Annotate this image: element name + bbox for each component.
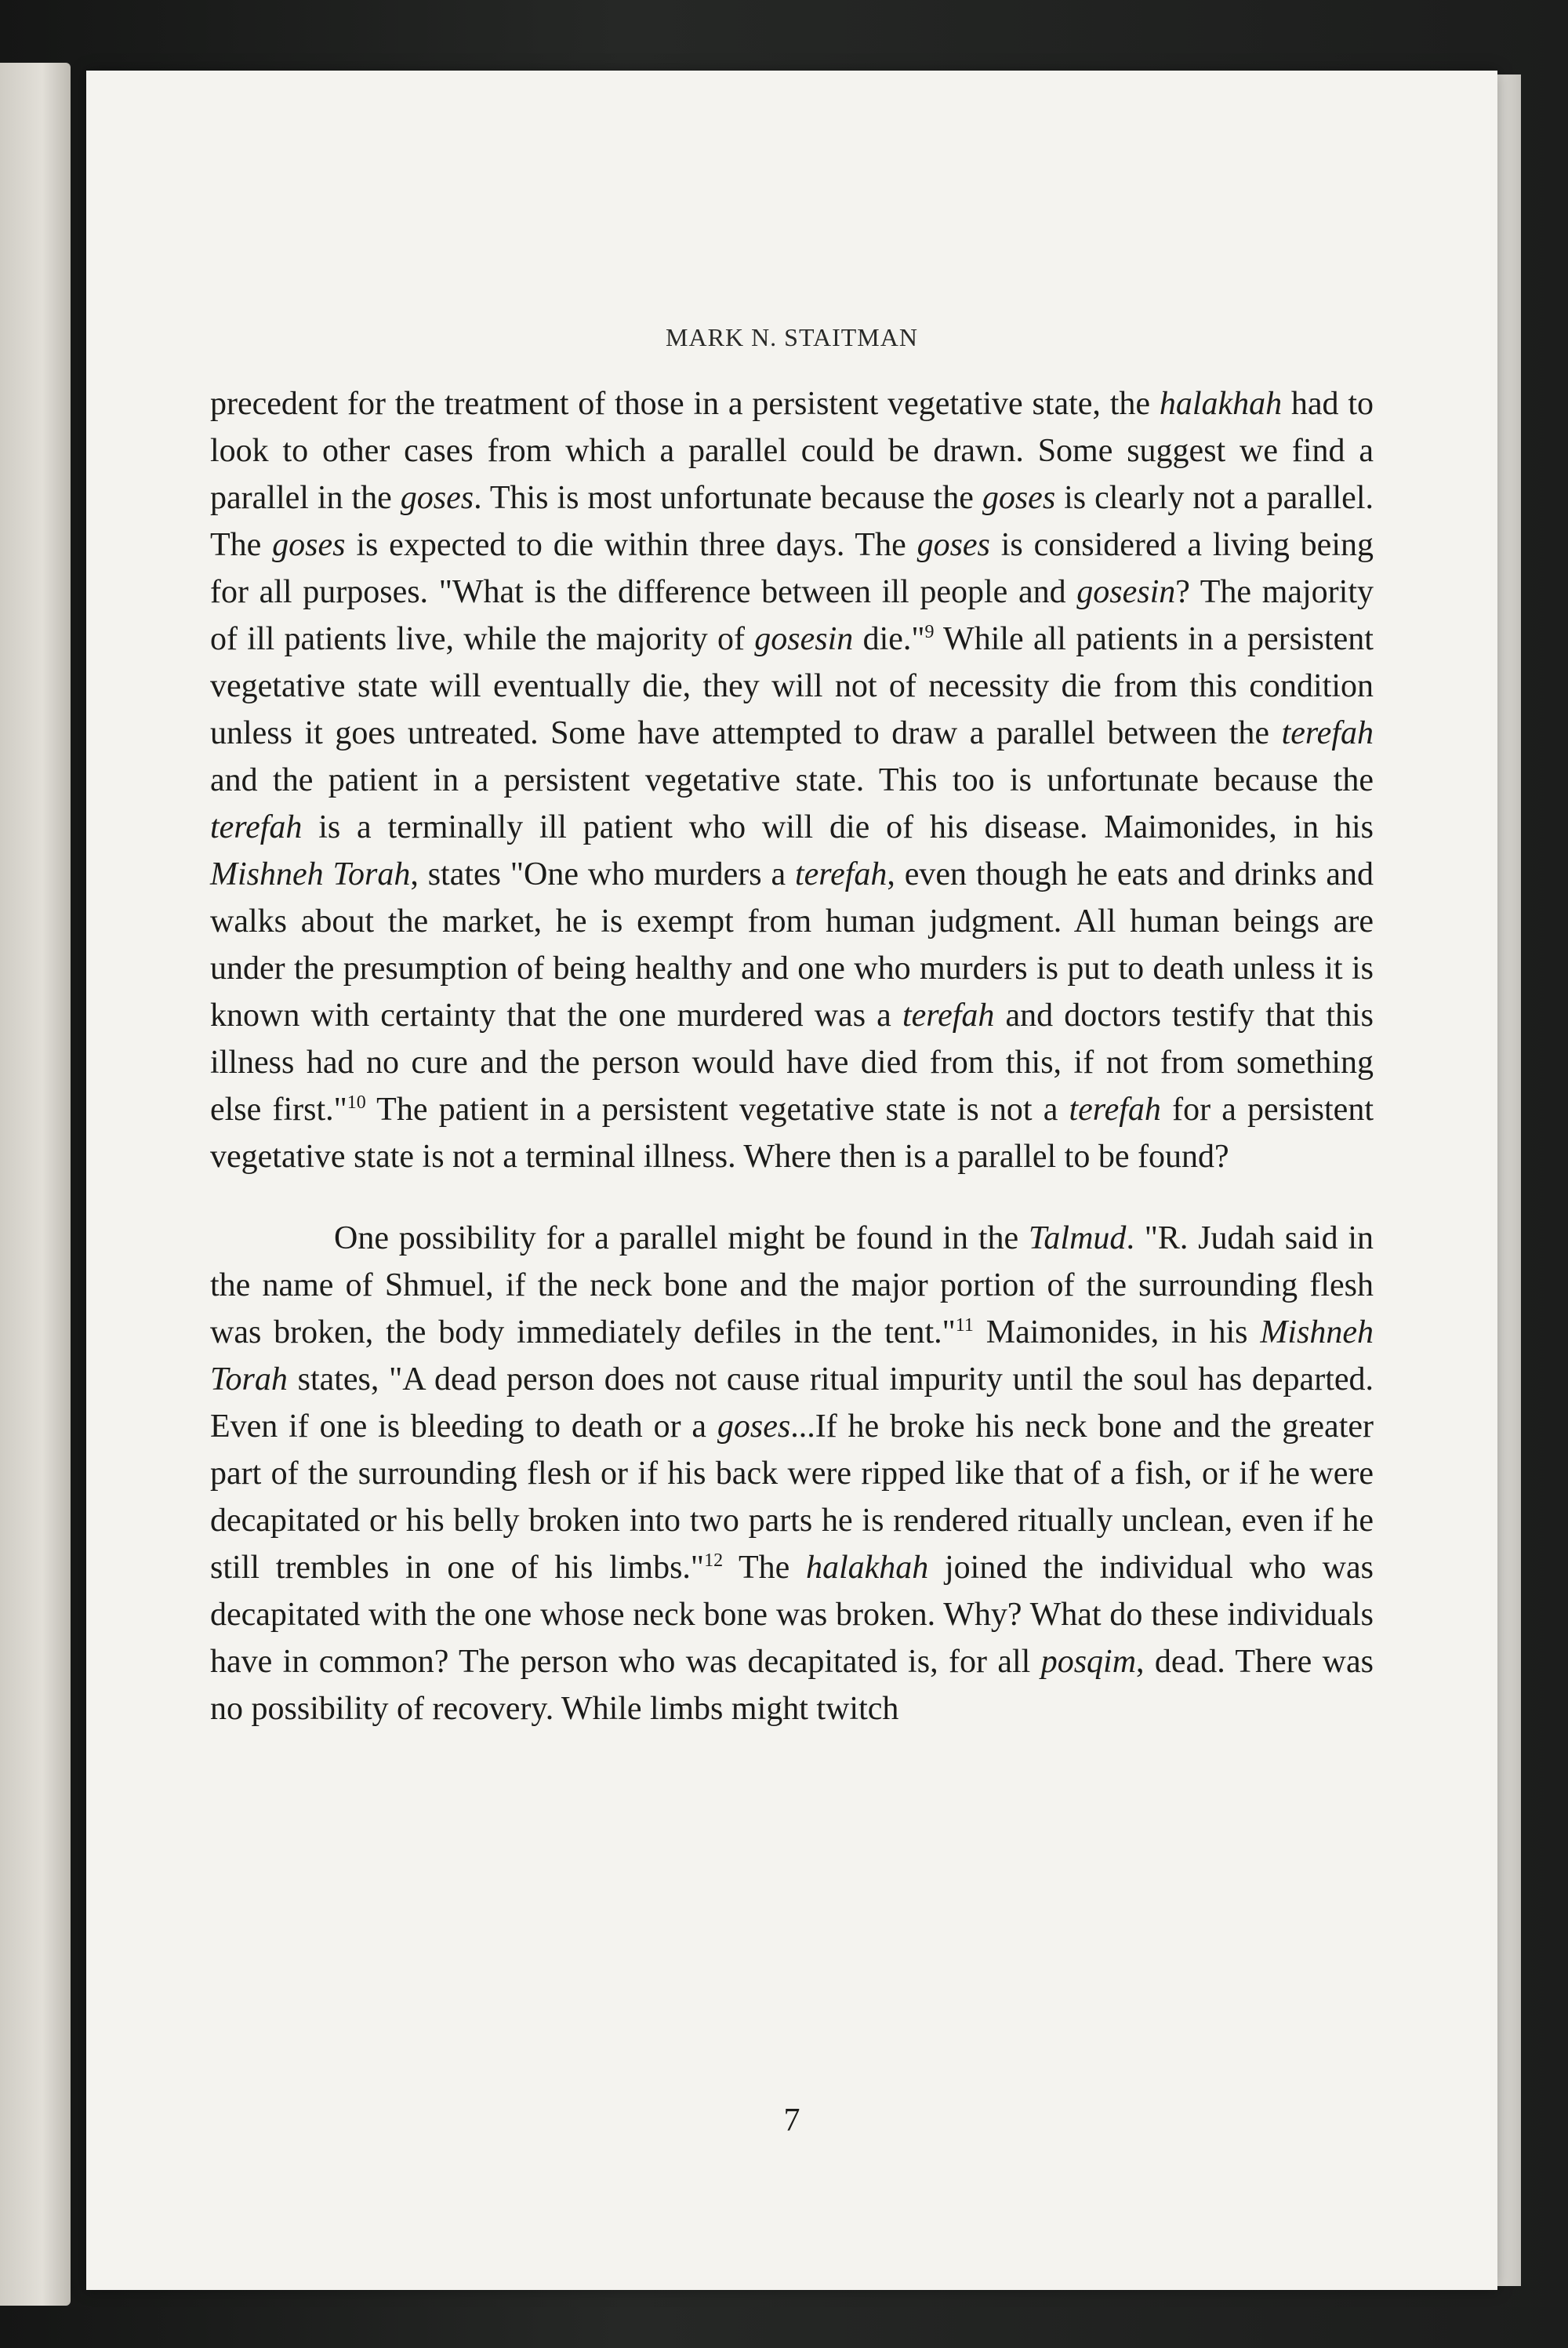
facing-page-edge: [0, 63, 71, 2306]
text-run: had to look to other cases from which a parallel could be drawn. Some suggest we find a parallel in the: [210, 386, 1374, 516]
text-run: , even though he eats and drinks and walks about the market, he is exempt from human judgment. All human beings are under the presumption of being healthy and one who murders is put to death unless it is known with certainty that the one murdered was a: [210, 856, 1374, 1034]
italic-term: terefah: [1069, 1092, 1161, 1128]
italic-term: halakhah: [1159, 386, 1283, 422]
paragraph: [210, 380, 1374, 1180]
text-run: , states "One who murders a: [410, 856, 795, 892]
page-number: 7: [783, 2103, 800, 2139]
text-run: The patient in a persistent vegetative state is not a: [365, 1092, 1069, 1128]
paragraph: [210, 1215, 1374, 1732]
text-run: die.": [853, 621, 925, 657]
italic-term: terefah: [210, 809, 303, 845]
running-head: MARK N. STAITMAN: [666, 323, 918, 351]
footnote-marker: 10: [347, 1092, 366, 1113]
italic-term: goses: [400, 480, 474, 516]
text-run: Maimonides, in his: [973, 1314, 1261, 1350]
body-text: [210, 380, 1374, 1732]
text-run: and the patient in a persistent vegetative state. This too is unfortunate because the: [210, 762, 1374, 798]
italic-term: goses: [272, 527, 346, 563]
text-run: is expected to die within three days. The: [345, 527, 917, 563]
italic-term: goses: [916, 527, 990, 563]
text-run: . "R. Judah said in the name of Shmuel, if the neck bone and the major portion of the surrounding flesh was broken, the body immediately defiles in the tent.": [210, 1220, 1374, 1350]
text-run: joined the individual who was decapitated with the one whose neck bone was broken. Why? What do these individuals have in common? The person who was decapitated is, for all: [210, 1550, 1374, 1680]
text-run: is clearly not a parallel. The: [210, 480, 1374, 563]
footnote-marker: 12: [704, 1550, 724, 1571]
text-run: is a terminally ill patient who will die of his disease. Maimonides, in his: [302, 809, 1374, 845]
italic-term: Talmud: [1028, 1220, 1127, 1256]
text-run: One possibility for a parallel might be found in the: [334, 1220, 1029, 1256]
italic-term: goses: [717, 1408, 791, 1445]
italic-term: posqim: [1040, 1644, 1137, 1680]
text-run: and doctors testify that this illness had no cure and the person would have died from this, if not from something else first.": [210, 998, 1374, 1128]
footnote-marker: 11: [955, 1315, 974, 1336]
italic-term: terefah: [794, 856, 887, 892]
italic-term: terefah: [1281, 715, 1374, 751]
text-run: ? The majority of ill patients live, while the majority of: [210, 574, 1374, 657]
footnote-marker: 9: [924, 622, 935, 642]
text-run: states, "A dead person does not cause ritual impurity until the soul has departed. Even if one is bleeding to death or a: [210, 1361, 1374, 1445]
text-run: is considered a living being for all purposes. "What is the difference between ill people and: [210, 527, 1374, 610]
text-run: , dead. There was no possibility of recovery. While limbs might twitch: [210, 1644, 1374, 1727]
text-run: The: [723, 1550, 806, 1586]
italic-term: gosesin: [1076, 574, 1176, 610]
text-run: for a persistent vegetative state is not a terminal illness. Where then is a parallel to be found?: [210, 1092, 1374, 1175]
italic-term: gosesin: [754, 621, 854, 657]
text-run: precedent for the treatment of those in a persistent vegetative state, the: [210, 386, 1160, 422]
text-run: ...If he broke his neck bone and the greater part of the surrounding flesh or if his back were ripped like that of a fish, or if he were decapitated or his belly broken into two parts he is rendered ritually unclean, even if he still trembles in one of his limbs.": [210, 1408, 1374, 1586]
book-page: [86, 71, 1497, 2290]
text-run: . This is most unfortunate because the: [474, 480, 982, 516]
italic-term: terefah: [902, 998, 995, 1034]
italic-term: halakhah: [806, 1550, 929, 1586]
italic-term: Mishneh Torah: [210, 856, 411, 892]
text-run: While all patients in a persistent vegetative state will eventually die, they will not of necessity die from this condition unless it goes untreated. Some have attempted to draw a parallel between the: [210, 621, 1374, 751]
italic-term: goses: [982, 480, 1056, 516]
italic-term: Mishneh Torah: [210, 1314, 1374, 1398]
